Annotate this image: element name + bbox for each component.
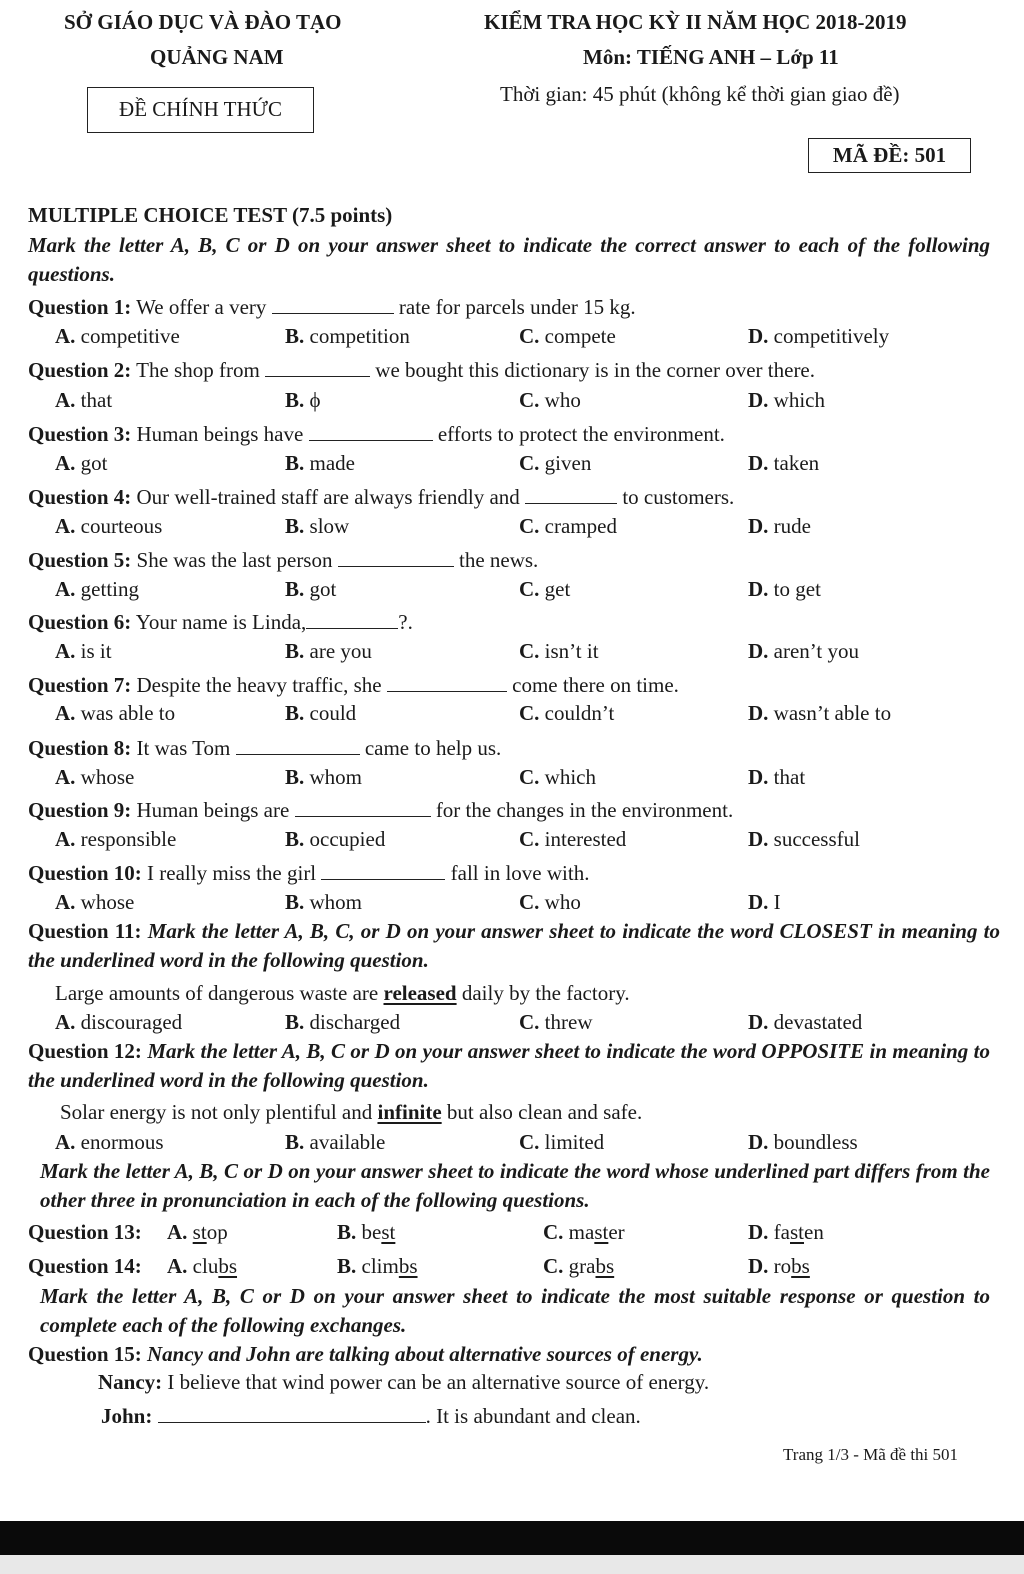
option-a: A. stop	[167, 1220, 228, 1244]
question-3	[28, 422, 725, 447]
option-a: A. got	[55, 451, 108, 475]
question-2	[28, 358, 815, 383]
question-text: Your name is Linda,	[135, 610, 307, 634]
exchange-instruction: Mark the letter A, B, C or D on your answer sheet to indicate the most suitable response or question to complete each of the following exchanges.	[40, 1284, 990, 1337]
option-d: D. boundless	[748, 1130, 858, 1154]
answer-blank	[525, 485, 617, 504]
question-text: the news.	[458, 548, 539, 572]
option-c: C. interested	[519, 827, 627, 851]
option-d: D. taken	[748, 451, 820, 475]
option-b: B. ϕ	[285, 388, 321, 412]
question-1	[28, 295, 636, 320]
option-b: B. slow	[285, 514, 350, 538]
question-10	[28, 861, 589, 886]
question-text: Our well-trained staff are always friendly and	[136, 485, 520, 509]
question-text: It was Tom	[136, 736, 231, 760]
option-a: A. was able to	[55, 701, 176, 725]
option-c: C. who	[519, 388, 581, 412]
underlined-word: infinite	[377, 1100, 442, 1124]
option-d: D. I	[748, 890, 781, 914]
option-d: D. successful	[748, 827, 860, 851]
option-d: D. wasn’t able to	[748, 701, 892, 725]
question-8	[28, 736, 501, 761]
pronunciation-instruction: Mark the letter A, B, C or D on your answer sheet to indicate the word whose underlined part differs from the other three in pronunciation in each of the following questions.	[40, 1159, 990, 1212]
answer-blank	[338, 548, 454, 567]
question-13: Question 13:	[28, 1220, 142, 1244]
question-text: fall in love with.	[450, 861, 590, 885]
question-text: ?.	[398, 610, 413, 634]
department-name: SỞ GIÁO DỤC VÀ ĐÀO TẠO	[64, 10, 342, 34]
option-c: C. grabs	[543, 1254, 615, 1278]
question-label: Question 4:	[28, 485, 132, 509]
answer-blank	[387, 673, 507, 692]
option-d: D. that	[748, 765, 806, 789]
option-b: B. occupied	[285, 827, 386, 851]
option-b: B. competition	[285, 324, 410, 348]
question-text: to customers.	[622, 485, 735, 509]
option-d: D. aren’t you	[748, 639, 860, 663]
option-c: C. which	[519, 765, 596, 789]
option-c: C. given	[519, 451, 592, 475]
option-a: A. is it	[55, 639, 112, 663]
option-b: B. whom	[285, 765, 363, 789]
question-label: Question 10:	[28, 861, 142, 885]
question-6	[28, 610, 413, 635]
answer-blank	[236, 736, 360, 755]
question-11-instruction: Question 11: Mark the letter A, B, C, or D on your answer sheet to indicate the word CLOSEST in meaning to the underlined word in the following question.	[28, 919, 1001, 972]
option-d: D. competitively	[748, 324, 890, 348]
option-d: D. which	[748, 388, 825, 412]
question-label: Question 5:	[28, 548, 132, 572]
dialogue-john: John: . It is abundant and clean.	[101, 1404, 641, 1428]
question-12-sentence: Solar energy is not only plentiful and infinite but also clean and safe.	[60, 1100, 643, 1124]
exam-title: KIỂM TRA HỌC KỲ II NĂM HỌC 2018-2019	[484, 10, 907, 34]
option-b: B. got	[285, 577, 337, 601]
option-c: C. who	[519, 890, 581, 914]
option-c: C. get	[519, 577, 571, 601]
question-label: Question 8:	[28, 736, 132, 760]
option-d: D. devastated	[748, 1010, 863, 1034]
question-text: rate for parcels under 15 kg.	[398, 295, 636, 319]
dialogue-nancy: Nancy: I believe that wind power can be an alternative source of energy.	[98, 1370, 710, 1394]
section-instruction: Mark the letter A, B, C or D on your answer sheet to indicate the correct answer to each of the following questions.	[28, 233, 990, 286]
option-c: C. master	[543, 1220, 625, 1244]
question-label: Question 3:	[28, 422, 132, 446]
exam-duration: Thời gian: 45 phút (không kể thời gian giao đề)	[500, 82, 900, 106]
answer-blank	[309, 422, 433, 441]
question-text: we bought this dictionary is in the corner over there.	[375, 358, 816, 382]
option-a: A. getting	[55, 577, 139, 601]
province-name: QUẢNG NAM	[150, 45, 284, 69]
option-a: A. competitive	[55, 324, 180, 348]
question-text: The shop from	[136, 358, 260, 382]
option-c: C. couldn’t	[519, 701, 615, 725]
question-label: Question 2:	[28, 358, 132, 382]
question-text: for the changes in the environment.	[435, 798, 734, 822]
option-a: A. responsible	[55, 827, 177, 851]
answer-blank	[265, 358, 370, 377]
question-15: Question 15: Nancy and John are talking about alternative sources of energy.	[28, 1342, 703, 1366]
option-a: A. courteous	[55, 514, 163, 538]
option-b: B. are you	[285, 639, 372, 663]
underlined-word: released	[383, 981, 457, 1005]
option-b: B. whom	[285, 890, 363, 914]
question-12-instruction: Question 12: Mark the letter A, B, C or D on your answer sheet to indicate the word OPPOSITE in meaning to the underlined word in the following question.	[28, 1039, 990, 1092]
question-text: She was the last person	[136, 548, 333, 572]
answer-blank	[158, 1404, 426, 1423]
option-b: B. made	[285, 451, 355, 475]
question-text: efforts to protect the environment.	[437, 422, 725, 446]
question-text: came to help us.	[364, 736, 502, 760]
option-a: A. whose	[55, 890, 135, 914]
option-d: D. to get	[748, 577, 821, 601]
official-label: ĐỀ CHÍNH THỨC	[87, 87, 314, 133]
option-b: B. climbs	[337, 1254, 418, 1278]
option-c: C. cramped	[519, 514, 617, 538]
option-a: A. enormous	[55, 1130, 164, 1154]
section-title: MULTIPLE CHOICE TEST (7.5 points)	[28, 203, 393, 227]
question-label: Question 6:	[28, 610, 132, 634]
question-text: Human beings are	[136, 798, 290, 822]
question-9	[28, 798, 733, 823]
question-text: We offer a very	[136, 295, 267, 319]
question-label: Question 7:	[28, 673, 132, 697]
exam-code: MÃ ĐỀ: 501	[808, 138, 971, 173]
question-7	[28, 673, 679, 698]
option-a: A. that	[55, 388, 113, 412]
question-5	[28, 548, 538, 573]
option-a: A. clubs	[167, 1254, 238, 1278]
question-text: I really miss the girl	[147, 861, 317, 885]
question-11-sentence: Large amounts of dangerous waste are released daily by the factory.	[55, 981, 630, 1005]
bottom-black-bar	[0, 1521, 1024, 1555]
option-a: A. discouraged	[55, 1010, 183, 1034]
question-text: come there on time.	[512, 673, 679, 697]
option-b: B. available	[285, 1130, 386, 1154]
option-b: B. could	[285, 701, 357, 725]
option-d: D. rude	[748, 514, 811, 538]
answer-blank	[321, 861, 445, 880]
option-a: A. whose	[55, 765, 135, 789]
answer-blank	[272, 295, 394, 314]
question-text: Despite the heavy traffic, she	[136, 673, 382, 697]
option-c: C. limited	[519, 1130, 605, 1154]
option-c: C. compete	[519, 324, 616, 348]
question-label: Question 1:	[28, 295, 132, 319]
option-d: D. robs	[748, 1254, 810, 1278]
page-footer: Trang 1/3 - Mã đề thi 501	[783, 1445, 959, 1464]
answer-blank	[306, 610, 398, 629]
exam-subject: Môn: TIẾNG ANH – Lớp 11	[583, 45, 839, 69]
question-text: Human beings have	[136, 422, 304, 446]
option-d: D. fasten	[748, 1220, 824, 1244]
question-label: Question 9:	[28, 798, 132, 822]
option-c: C. threw	[519, 1010, 593, 1034]
option-b: B. best	[337, 1220, 396, 1244]
option-c: C. isn’t it	[519, 639, 599, 663]
question-4	[28, 485, 734, 510]
question-14: Question 14:	[28, 1254, 142, 1278]
answer-blank	[295, 798, 431, 817]
option-b: B. discharged	[285, 1010, 401, 1034]
bottom-strip	[0, 1555, 1024, 1574]
